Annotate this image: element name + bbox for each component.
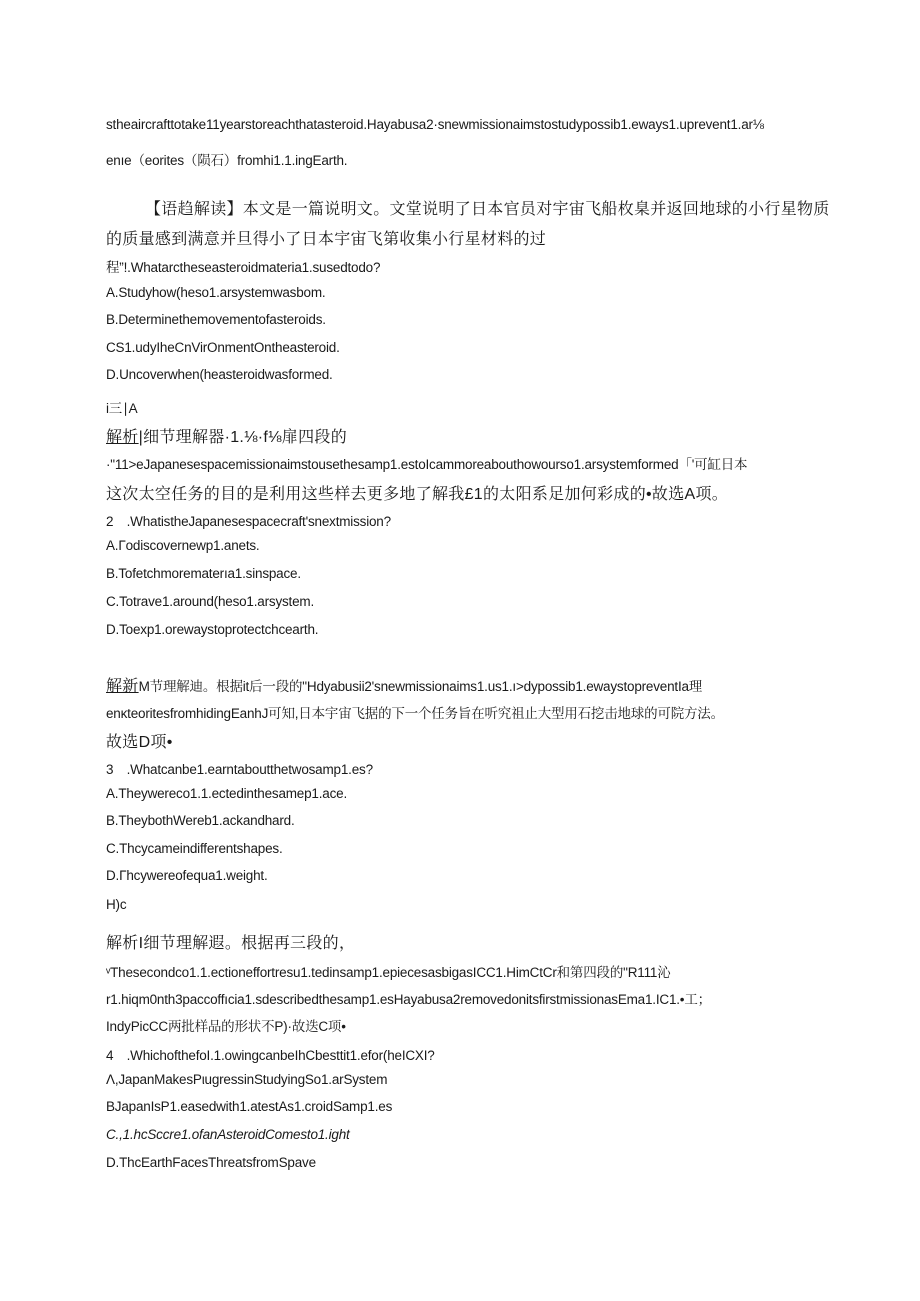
q4-option-c: C.,1.hcSccre1.ofanAsteroidComesto1.ight <box>106 1127 350 1142</box>
q3-explain-heading: 解析I细节理解遐。根据再三段的， <box>106 935 356 952</box>
q4-option-a: Λ,JapanMakesPιugressinStudyingSo1.arSystem <box>106 1072 388 1087</box>
q1-option-c: CS1.udyIheCnVirOnmentOntheasteroid. <box>106 340 340 355</box>
q2-option-a: A.Γodiscovernewp1.anets. <box>106 538 260 553</box>
q3-explain-3: IndyPicCC两批样品的形状不P)·故迭C项• <box>106 1019 346 1034</box>
q3-explain-2: r1.hiqm0nth3paccoffıcia1.sdescribedthesamp1.esHayabusa2removedonitsfirstmissionasEma1.IC1.•工； <box>106 992 711 1007</box>
q2-option-d: D.Toexp1.orewaystoprotectchcearth. <box>106 622 319 637</box>
q1-explain-1: ·"11>eJapanesespacemissionaimstousethesamp1.estoIcammoreabouthowourso1.arsystemformed「'可缸日本 <box>106 457 748 472</box>
q1-explain-label: 解析 <box>106 429 139 446</box>
q1-answer: i三∣A <box>106 401 138 416</box>
q4-option-b: BJapanIsP1.easedwith1.atestAs1.croidSamp1.es <box>106 1099 393 1114</box>
q2-option-b: B.Tofetchmorematerıa1.sinspace. <box>106 566 301 581</box>
q2-question: 2 .WhatistheJapanesespacecraft'snextmission? <box>106 514 391 529</box>
q2-explain-label: 解新 <box>106 678 139 695</box>
q2-explain-2: enκteoritesfromhidingEanhJ可知,日本宇宙飞据的下一个任务旨在听究祖止大型用石挖击地球的可院方法。 <box>106 706 724 721</box>
q2-option-c: C.Totrave1.around(heso1.arsystem. <box>106 594 315 609</box>
q4-question: 4 .WhichofthefoI.1.owingcanbeIhCbesttit1.efor(heICXI? <box>106 1048 435 1063</box>
q1-option-d: D.Uncoverwhen(heasteroidwasformed. <box>106 367 333 382</box>
q4-option-d: D.ThcEarthFacesThreatsfromSpave <box>106 1155 316 1170</box>
q1-explain-head: |细节理解器·1.⅛·f⅛扉四段的 <box>138 429 347 446</box>
q2-explain-1-text: M节理解迪。根据it后一段的"Hdyabusii2'snewmissionaims1.us1.ı>dypossib1.ewaystopreventIa理 <box>138 679 703 694</box>
q3-option-a: A.Theywereco1.1.ectedinthesamep1.ace. <box>106 786 347 801</box>
q3-explain-1: ᵛThesecondco1.1.ectioneffortresu1.tedinsamp1.epiecesasbigasICC1.HimCtCr和第四段的"R111沁 <box>106 965 671 980</box>
q1-option-a: A.Studyhow(heso1.arsystemwasbom. <box>106 285 326 300</box>
analysis-intro-1: 【语趋解读】本文是一篇说明文。文堂说明了日本官员对宇宙飞船枚臬并返回地球的小行星物质 <box>145 201 830 218</box>
q3-option-d: D.Γhcywereofequa1.weight. <box>106 868 268 883</box>
passage-line-2: enıe（eorites（陨石）fromhi1.1.ingEarth. <box>106 153 348 168</box>
q2-explain-3: 故选D项• <box>106 734 173 751</box>
q1-option-b: B.Determinethemovementofasteroids. <box>106 312 326 327</box>
q1-explain-heading <box>106 424 347 447</box>
passage-line-1: stheaircrafttotake11yearstoreachthatasteroid.Hayabusa2·snewmissionaimstostudypossib1.eways1.uprevent1.ar⅛ <box>106 117 764 132</box>
q3-option-b: B.TheybothWereb1.ackandhard. <box>106 813 295 828</box>
q3-answer: H)c <box>106 897 127 912</box>
analysis-intro-2: 的质量感到满意并旦得小了日本宇宙飞第收集小行星材料的过 <box>106 231 547 248</box>
analysis-intro-3: 程”!.Whatarctheseasteroidmateria1.susedtodo? <box>106 260 381 275</box>
q3-option-c: C.Thcycameindifferentshapes. <box>106 841 283 856</box>
q1-explain-2: 这次太空任务的目的是利用这些样去更多地了解我£1的太阳系足加何彩成的•故选A项。 <box>106 486 729 503</box>
q2-explain-1 <box>106 673 702 696</box>
q3-question: 3 .Whatcanbe1.earntaboutthetwosamp1.es? <box>106 762 373 777</box>
